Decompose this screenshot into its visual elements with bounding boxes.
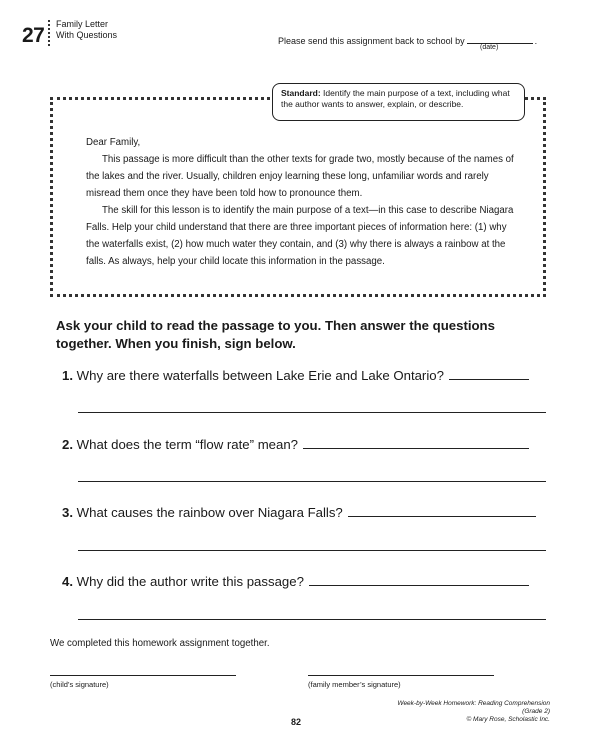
standard-callout [272,83,525,121]
question-text: Why did the author write this passage? [76,574,304,589]
instructions: Ask your child to read the passage to you. Then answer the questions together. When you finish, sign below. [56,318,495,351]
date-blank[interactable] [467,35,533,44]
question-4 [62,573,529,589]
standard-label: Standard: [281,88,321,98]
question-text: Why are there waterfalls between Lake Erie and Lake Ontario? [76,368,444,383]
question-text: What causes the rainbow over Niagara Falls? [76,505,343,520]
question-3 [62,504,536,520]
question-text: What does the term “flow rate” mean? [76,437,299,452]
lesson-divider [48,20,50,46]
child-signature-label: (child’s signature) [50,680,109,689]
answer-blank[interactable] [348,504,536,517]
lesson-title-line1: Family Letter [56,19,109,29]
copyright-note [380,700,550,724]
question-number: 1. [62,368,73,383]
lesson-number: 27 [22,24,45,47]
page-number: 82 [291,717,302,727]
send-back-period: . [534,36,538,46]
copyright: © Mary Rose, Scholastic Inc. [466,716,550,723]
completion-statement: We completed this homework assignment together. [50,638,270,649]
letter-greeting: Dear Family, [86,137,141,148]
family-letter [86,134,518,270]
date-label: (date) [480,44,499,51]
book-title: Week-by-Week Homework: Reading Comprehension (Grade 2) [397,700,550,715]
lesson-title [56,19,117,41]
question-number: 2. [62,437,73,452]
lesson-title-line2: With Questions [56,30,118,40]
question-1 [62,367,529,383]
answer-blank[interactable] [303,436,529,449]
answer-line[interactable] [78,481,546,482]
question-number: 3. [62,505,73,520]
answer-line[interactable] [78,619,546,620]
answer-blank[interactable] [449,367,529,380]
family-signature-line[interactable] [308,675,494,676]
standard-text: Identify the main purpose of a text, including what the author wants to answer, explain, or describe. [281,88,510,109]
letter-paragraph-2: The skill for this lesson is to identify the main purpose of a text—in this case to describe Niagara Falls. Help your child understand that there are three important pieces of information here: (1) why the waterfalls exist, (2) how much water they contain, and (3) why there is always a rainbow at the falls. As always, help your child locate this information in the passage. [86,205,514,267]
answer-blank[interactable] [309,573,529,586]
letter-paragraph-1: This passage is more difficult than the other texts for grade two, mostly because of the names of the lakes and the river. Usually, children enjoy learning these long, unfamiliar words and rarely misread them once they have been told how to pronounce them. [86,154,514,199]
child-signature-line[interactable] [50,675,236,676]
answer-line[interactable] [78,550,546,551]
question-number: 4. [62,574,73,589]
answer-line[interactable] [78,412,546,413]
question-2 [62,436,529,452]
send-back-text: Please send this assignment back to school by [278,36,465,46]
family-signature-label: (family member’s signature) [308,680,401,689]
